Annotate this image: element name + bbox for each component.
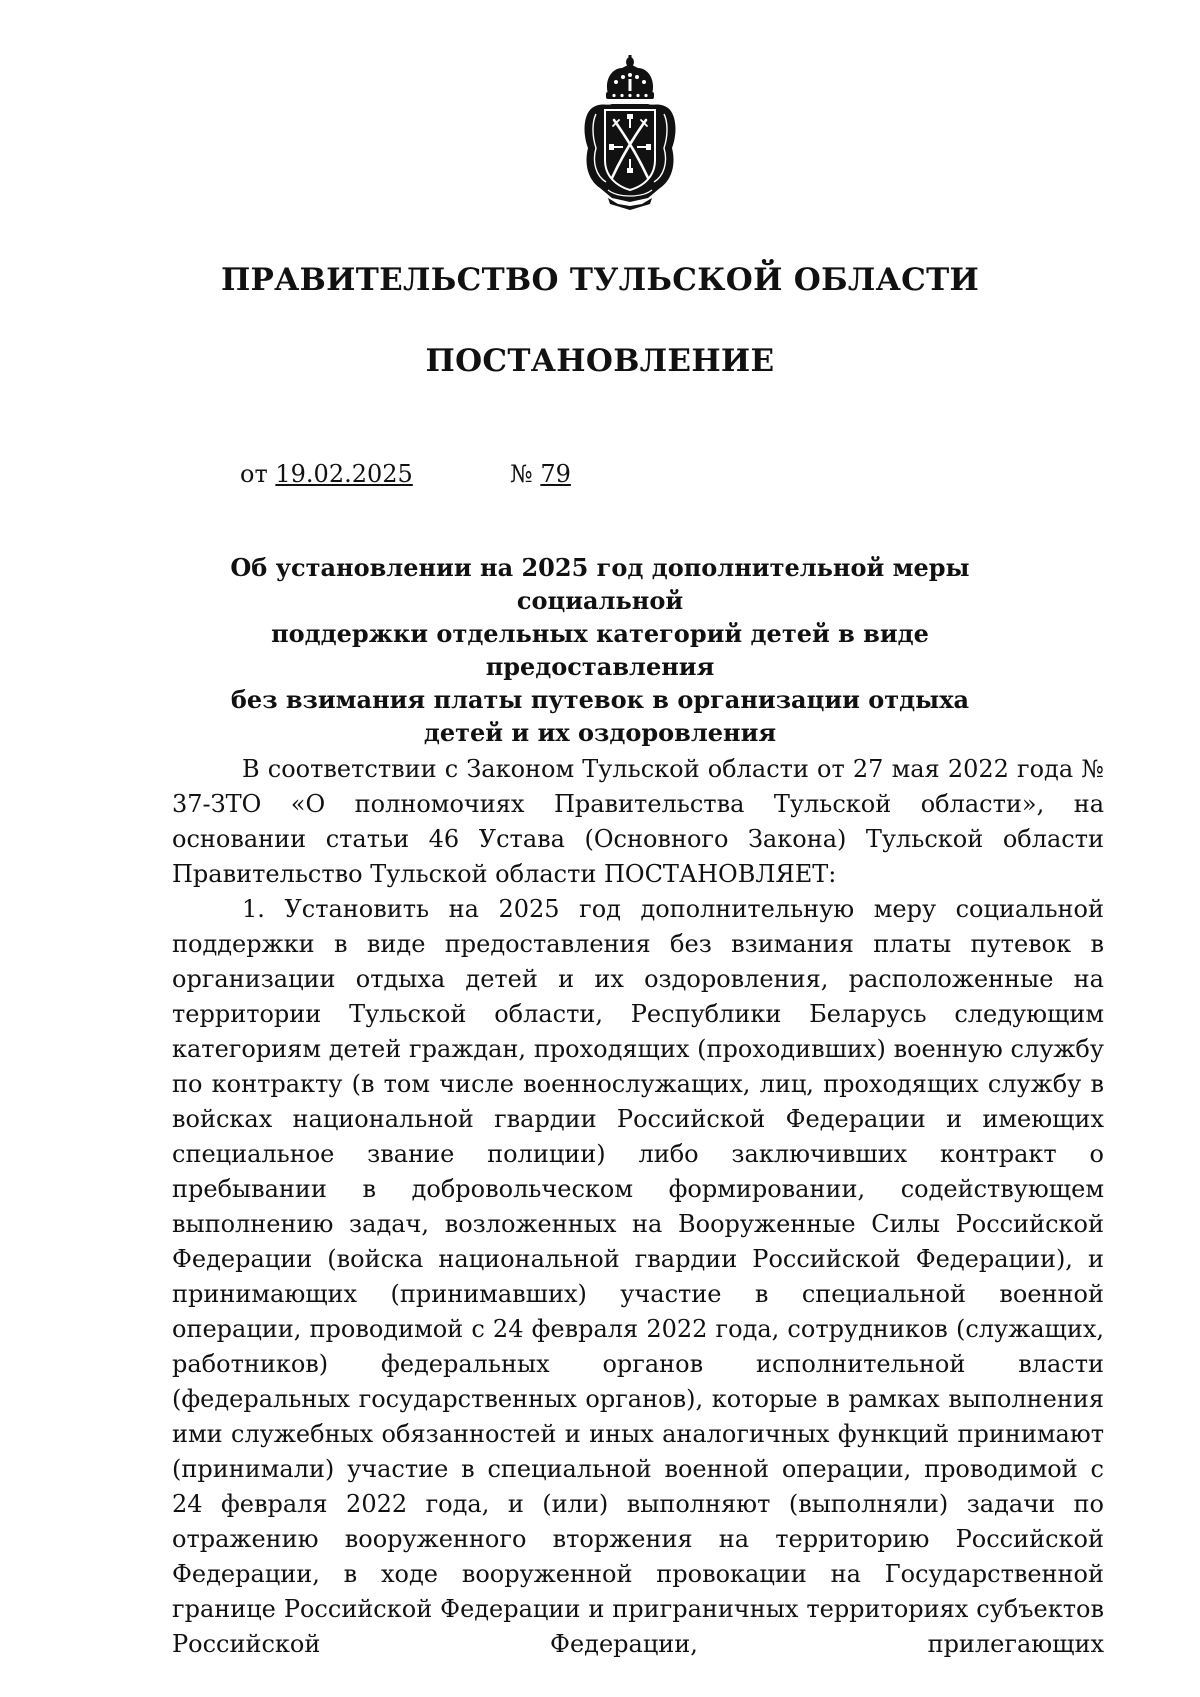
document-number: [510, 460, 571, 488]
item-1-paragraph: 1. Установить на 2025 год дополнительную меру социальной поддержки в виде предоставления без взимания платы путевок в организации отдыха детей и их оздоровления, расположенные на территории Тульской области, Республики Беларусь следующим категориям детей граждан, проходящих (проходивших) военную службу по контракту (в том числе военнослужащих, лиц, проходящих службу в войсках национальной гвардии Российской Федерации и имеющих специальное звание полиции) либо заключивших контракт о пребывании в добровольческом формировании, содействующем выполнению задач, возложенных на Вооруженные Силы Российской Федерации (войска национальной гвардии Российской Федерации), и принимающих (принимавших) участие в специальной военной операции, проводимой с 24 февраля 2022 года, сотрудников (служащих, работников) федеральных органов исполнительной власти (федеральных государственных органов), которые в рамках выполнения ими служебных обязанностей и иных аналогичных функций принимают (принимали) участие в специальной военной операции, проводимой с 24 февраля 2022 года, и (или) выполняют (выполняли) задачи по отражению вооруженного вторжения на территорию Российской Федерации, в ходе вооруженной провокации на Государственной границе Российской Федерации и приграничных территориях субъектов Российской Федерации, прилегающих: [172, 895, 1104, 1658]
document-type: ПОСТАНОВЛЕНИЕ: [425, 343, 775, 379]
document-subject: [170, 551, 1030, 749]
number-prefix: №: [510, 460, 533, 488]
document-body: [172, 752, 1104, 1662]
government-title: ПРАВИТЕЛЬСТВО ТУЛЬСКОЙ ОБЛАСТИ: [220, 262, 980, 298]
subject-line: детей и их оздоровления: [423, 718, 777, 747]
subject-line: Об установлении на 2025 год дополнительной меры социальной: [230, 553, 970, 615]
date-prefix: от: [240, 460, 268, 488]
date-value: 19.02.2025: [275, 460, 413, 488]
subject-line: поддержки отдельных категорий детей в виде предоставления: [271, 619, 929, 681]
number-value: 79: [540, 460, 571, 488]
preamble-paragraph: В соответствии с Законом Тульской области от 27 мая 2022 года № 37-ЗТО «О полномочиях Правительства Тульской области», на основании статьи 46 Устава (Основного Закона) Тульской области Правительство Тульской области ПОСТАНОВЛЯЕТ:: [172, 755, 1104, 888]
coat-of-arms-emblem: [578, 52, 682, 210]
subject-line: без взимания платы путевок в организации отдыха: [230, 685, 970, 714]
document-date: [240, 460, 413, 488]
